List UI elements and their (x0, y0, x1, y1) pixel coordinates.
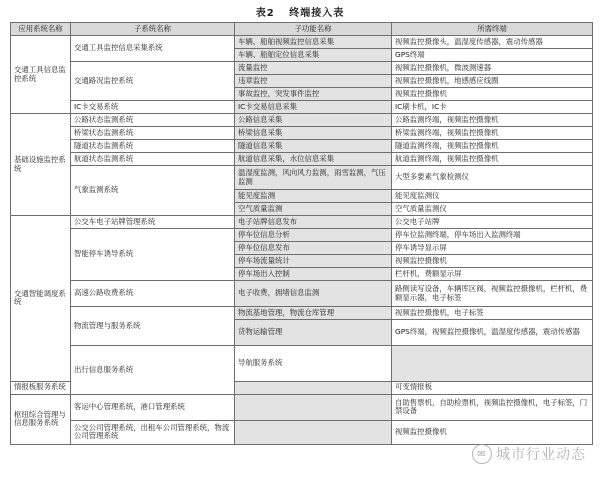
subsystem-cell: IC卡交易系统 (71, 101, 235, 114)
terminal-cell: IC刷卡机，IC卡 (392, 101, 593, 114)
subfunction-cell: 能见度监测 (235, 190, 392, 203)
subsystem-cell: 气象监测系统 (71, 166, 235, 216)
header-subsystem: 子系统名称 (71, 23, 235, 36)
subsystem-cell: 物流管理与服务系统 (71, 307, 235, 346)
app-system-cell: 枢纽综合管理与信息服务系统 (11, 394, 71, 444)
subsystem-cell: 情报板服务系统 (11, 381, 71, 394)
subfunction-cell: 航道信息采集，水位信息采集 (235, 153, 392, 166)
subsystem-cell: 导航服务系统 (235, 346, 392, 382)
terminal-cell: 视频监控摄像机 (392, 420, 593, 444)
terminal-cell: 停车位监测终端，停车场出入监测终端 (392, 229, 593, 242)
app-system-cell: 基础设施监控系统 (11, 114, 71, 216)
header-app-system: 应用系统名称 (11, 23, 71, 36)
subfunction-cell (235, 420, 392, 444)
table-row (11, 346, 593, 382)
subsystem-cell: 桥梁状态监测系统 (71, 127, 235, 140)
app-system-cell: 交通工具信息监控系统 (11, 36, 71, 114)
subsystem-cell: 公交车电子站牌管理系统 (71, 216, 235, 229)
terminal-cell: 视频监控摄像机，电子标签 (392, 307, 593, 320)
subfunction-cell: 停车位信息分析 (235, 229, 392, 242)
terminal-cell: 栏杆机，费额显示屏 (392, 268, 593, 281)
subfunction-cell (235, 381, 392, 394)
watermark (472, 444, 586, 464)
terminal-cell: 视频监控摄像机，微波测速器 (392, 62, 593, 75)
terminal-cell: 航道监测终端，视频监控摄像机 (392, 153, 593, 166)
header-subfunction: 子功能名称 (235, 23, 392, 36)
watermark-text: 城市行业动态 (496, 447, 586, 463)
terminal-access-table (10, 22, 593, 445)
subfunction-cell: 停车场流量统计 (235, 255, 392, 268)
terminal-cell: 自助售票机，自助检票机，视频监控摄像机，电子标签，门禁设备 (392, 394, 593, 420)
subfunction-cell (392, 346, 593, 382)
table-row (11, 216, 593, 229)
table-title-text: 终端接入表 (289, 8, 345, 19)
subsystem-cell: 航道状态监测系统 (71, 153, 235, 166)
subfunction-cell: 电子站牌信息发布 (235, 216, 392, 229)
terminal-cell: GPS终端，视频监控摄像机，温湿度传感器，震动传感器 (392, 320, 593, 346)
terminal-cell: 视频监控摄像机，地感感应线圈 (392, 75, 593, 88)
subfunction-cell: 电子收费，拥堵信息监测 (235, 281, 392, 307)
subfunction-cell: 货物运输管理 (235, 320, 392, 346)
table-row (11, 281, 593, 307)
subsystem-cell: 交通工具监控信息采集系统 (71, 36, 235, 62)
terminal-cell: 可变情报板 (392, 381, 593, 394)
subfunction-cell: 桥梁信息采集 (235, 127, 392, 140)
terminal-cell: GPS终端 (392, 49, 593, 62)
app-system-cell: 交通智能调度系统 (11, 216, 71, 382)
table-row (11, 307, 593, 320)
subfunction-cell: 空气质量监测 (235, 203, 392, 216)
terminal-cell: 视频监控摄像机 (392, 255, 593, 268)
table-row (11, 166, 593, 190)
table-row (11, 114, 593, 127)
subsystem-cell: 公交公司管理系统，出租车公司管理系统，物流公司管理系统 (71, 420, 235, 444)
subfunction-cell: 事故监控，突发事件监控 (235, 88, 392, 101)
table-row (11, 127, 593, 140)
terminal-cell: 视频监控摄像机 (392, 88, 593, 101)
table-row (11, 229, 593, 242)
subfunction-cell: 停车位信息发布 (235, 242, 392, 255)
table-row (11, 140, 593, 153)
subfunction-cell: 流量监控 (235, 62, 392, 75)
subfunction-cell: 违章监控 (235, 75, 392, 88)
subsystem-cell: 交通路况监控系统 (71, 62, 235, 101)
subsystem-cell: 高速公路收费系统 (71, 281, 235, 307)
table-row (11, 101, 593, 114)
subfunction-cell: 物流基地管理，物流仓库管理 (235, 307, 392, 320)
terminal-cell: 视频监控摄像头，温湿度传感器，震动传感器 (392, 36, 593, 49)
terminal-cell: 停车诱导显示屏 (392, 242, 593, 255)
terminal-cell: 路侧读写设备，车辆库区阀，视频监控摄像机，栏杆机，费额显示器，电子标签 (392, 281, 593, 307)
table-row (11, 420, 593, 444)
subfunction-cell (235, 394, 392, 420)
terminal-cell: 公路监测终端，视频监控摄像机 (392, 114, 593, 127)
subfunction-cell: 温湿度监测，风向风力监测，雨雪监测，气压监测 (235, 166, 392, 190)
subfunction-cell: 公路信息采集 (235, 114, 392, 127)
subfunction-cell: IC卡交易信息采集 (235, 101, 392, 114)
terminal-cell: 桥梁监测终端，视频监控摄像机 (392, 127, 593, 140)
subfunction-cell: 停车场出入控制 (235, 268, 392, 281)
subfunction-cell: 车辆、船舶定位信息采集 (235, 49, 392, 62)
table-row (11, 36, 593, 49)
table-header-row (11, 23, 593, 36)
terminal-cell: 公交电子站牌 (392, 216, 593, 229)
terminal-cell: 大型多要素气象检测仪 (392, 166, 593, 190)
subsystem-cell: 智能停车诱导系统 (71, 229, 235, 281)
app-system-cell: 出行信息服务系统 (71, 346, 235, 395)
table-row (11, 394, 593, 420)
subsystem-cell: 隧道状态监测系统 (71, 140, 235, 153)
terminal-cell: 隧道监测终端，视频监控摄像机 (392, 140, 593, 153)
header-terminal: 所需终端 (392, 23, 593, 36)
terminal-cell: 空气质量监测仪 (392, 203, 593, 216)
table-title (0, 4, 600, 19)
subsystem-cell: 客运中心管理系统，港口管理系统 (71, 394, 235, 420)
terminal-cell: 能见度监测仪 (392, 190, 593, 203)
subfunction-cell: 隧道信息采集 (235, 140, 392, 153)
wechat-logo-icon: ✉ (472, 444, 492, 464)
table-row (11, 62, 593, 75)
table-number: 表2 (255, 8, 275, 19)
subsystem-cell: 公路状态监测系统 (71, 114, 235, 127)
subfunction-cell: 车辆、船舶视频监控信息采集 (235, 36, 392, 49)
table-row (11, 153, 593, 166)
